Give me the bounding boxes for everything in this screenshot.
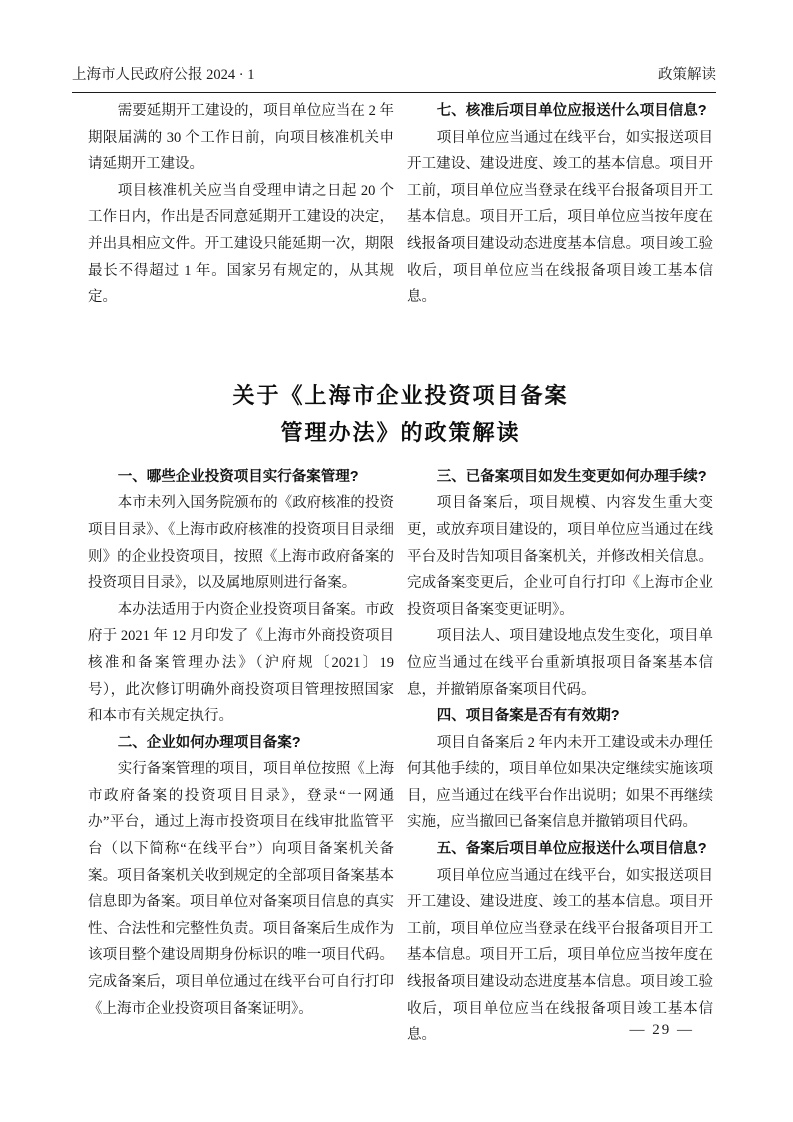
- paragraph-section-3b: 项目法人、项目建设地点发生变化，项目单位应当通过在线平台重新填报项目备案基本信息，并撤销原备案项目代码。: [407, 628, 713, 698]
- running-header: [72, 66, 716, 85]
- section-heading-1: 一、哪些企业投资项目实行备案管理?: [117, 468, 359, 485]
- paragraph-delay-request: 需要延期开工建设的，项目单位应当在 2 年期限届满的 30 个工作日前，向项目核准机关申请延期开工建设。: [88, 103, 394, 173]
- page-number: — 29 —: [629, 1022, 694, 1038]
- section-heading-2: 二、企业如何办理项目备案?: [117, 734, 301, 751]
- previous-article-continuation: [88, 98, 713, 311]
- paragraph-section-5: 项目单位应当通过在线平台，如实报送项目开工建设、建设进度、竣工的基本信息。项目开工前，项目单位应当登录在线平台报备项目开工基本信息。项目开工后，项目单位应当按年度在线报备项目建设动态进度基本信息。项目竣工验收后，项目单位应当在线报备项目竣工基本信息。: [407, 867, 713, 1044]
- section-label: 政策解读: [658, 67, 716, 83]
- article-body: [88, 464, 713, 1049]
- section-heading-5: 五、备案后项目单位应报送什么项目信息?: [436, 841, 707, 858]
- gazette-title: 上海市人民政府公报 2024 · 1: [72, 67, 255, 83]
- paragraph-section-4: 项目自备案后 2 年内未开工建设或未办理任何其他手续的，项目单位如果决定继续实施该项目，应当通过在线平台作出说明；如果不再继续实施，应当撤回已备案信息并撤销项目代码。: [407, 734, 713, 831]
- header-divider: [72, 92, 716, 93]
- article-title-line-1: 关于《上海市企业投资项目备案: [232, 382, 569, 408]
- section-heading-7: 七、核准后项目单位应报送什么项目信息?: [436, 103, 707, 119]
- article-title-line-2: 管理办法》的政策解读: [280, 419, 521, 445]
- section-heading-4: 四、项目备案是否有有效期?: [436, 708, 620, 725]
- paragraph-section-2: 实行备案管理的项目，项目单位按照《上海市政府备案的投资项目目录》，登录“一网通办”平台，通过上海市投资项目在线审批监管平台（以下简称“在线平台”）向项目备案机关备案。项目备案机关收到规定的全部项目备案基本信息即为备案。项目单位对备案项目信息的真实性、合法性和完整性负责。项目备案后生成作为该项目整个建设周期身份标识的唯一项目代码。完成备案后，项目单位通过在线平台可自行打印《上海市企业投资项目备案证明》。: [88, 761, 394, 1017]
- article-title: [88, 377, 713, 451]
- left-column-article: [88, 464, 394, 1049]
- right-column-article: [407, 464, 713, 1049]
- right-column-top: [407, 98, 713, 311]
- paragraph-section-7: 项目单位应当通过在线平台，如实报送项目开工建设、建设进度、竣工的基本信息。项目开工前，项目单位应当登录在线平台报备项目开工基本信息。项目开工后，项目单位应当按年度在线报备项目建设动态进度基本信息。项目竣工验收后，项目单位应当在线报备项目竣工基本信息。: [407, 129, 713, 306]
- paragraph-approval-decision: 项目核准机关应当自受理申请之日起 20 个工作日内，作出是否同意延期开工建设的决定，并出具相应文件。开工建设只能延期一次，期限最长不得超过 1 年。国家另有规定的，从其规定。: [88, 182, 394, 306]
- paragraph-section-3a: 项目备案后，项目规模、内容发生重大变更，或放弃项目建设的，项目单位应当通过在线平台及时告知项目备案机关，并修改相关信息。完成备案变更后，企业可自行打印《上海市企业投资项目备案变更证明》。: [407, 495, 713, 618]
- left-column-top: [88, 98, 394, 311]
- paragraph-section-1b: 本办法适用于内资企业投资项目备案。市政府于 2021 年 12 月印发了《上海市外商投资项目核准和备案管理办法》（沪府规〔2021〕19 号），此次修订明确外商投资项目管理按照国家和本市有关规定执行。: [88, 601, 394, 725]
- page-header: [72, 0, 716, 93]
- paragraph-section-1a: 本市未列入国务院颁布的《政府核准的投资项目目录》、《上海市政府核准的投资项目目录细则》的企业投资项目，按照《上海市政府备案的投资项目目录》，以及属地原则进行备案。: [88, 495, 394, 592]
- page-body: [88, 98, 713, 1049]
- section-heading-3: 三、已备案项目如发生变更如何办理手续?: [436, 468, 707, 485]
